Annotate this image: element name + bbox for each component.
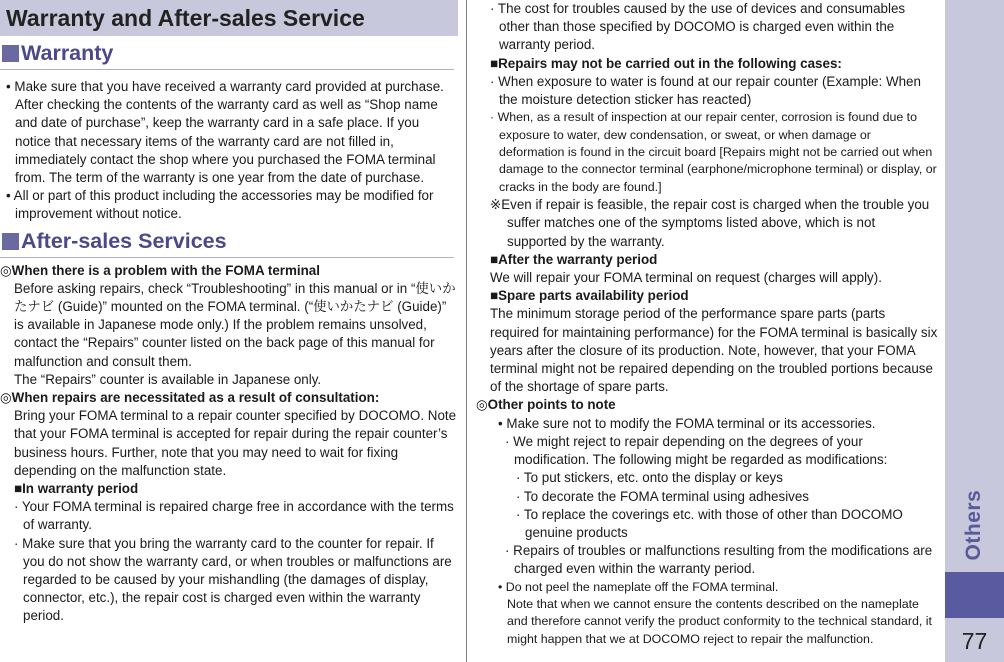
modification-item: · We might reject to repair depending on the degrees of your modification. The following might be regarded as modifications: bbox=[505, 433, 888, 468]
square-bullet-icon bbox=[2, 233, 19, 250]
spare-parts-body: The minimum storage period of the performance spare parts (parts required for maintaining performance) for the FOMA terminal is basically six years after the closure of its production. Note, however, that your FOMA terminal might not be repaired depending on the troubled portions because of the shortage of spare parts. bbox=[490, 306, 938, 395]
in-warranty-item: · Your FOMA terminal is repaired charge free in accordance with the terms of warranty. bbox=[14, 499, 454, 533]
tab-label: Others bbox=[961, 489, 985, 561]
modification-example: · To put stickers, etc. onto the display or keys bbox=[516, 470, 783, 486]
left-column bbox=[0, 0, 458, 626]
not-carried-note: ※Even if repair is feasible, the repair cost is charged when the trouble you suffer matches one of the symptoms listed above, which is not supported by the warranty. bbox=[490, 197, 930, 249]
after-warranty-title: ■After the warranty period bbox=[490, 251, 658, 267]
warranty-bullet: • All or part of this product including the accessories may be modified for improvement without notice. bbox=[6, 188, 434, 222]
warranty-heading: Warranty bbox=[0, 38, 454, 70]
other-points-title: ◎Other points to note bbox=[476, 397, 616, 413]
warranty-cost-item: · The cost for troubles caused by the use of devices and consumables other than those specified by DOCOMO is charged even within the warranty period. bbox=[490, 1, 906, 53]
in-warranty-title: ■In warranty period bbox=[14, 481, 139, 497]
after-warranty-body: We will repair your FOMA terminal on request (charges will apply). bbox=[490, 270, 882, 286]
nameplate-body: Note that when we cannot ensure the contents described on the nameplate and therefore cannot verify the product conformity to the technical standard, it might happen that we at DOCOMO reject to repair the malfunction. bbox=[507, 596, 932, 646]
warranty-body bbox=[0, 78, 458, 224]
problem-body-2: The “Repairs” counter is available in Japanese only. bbox=[14, 371, 322, 387]
page-title: Warranty and After-sales Service bbox=[0, 0, 458, 36]
after-sales-body bbox=[0, 262, 458, 626]
page-number: 77 bbox=[961, 628, 988, 654]
modification-example: · To replace the coverings etc. with those of other than DOCOMO genuine products bbox=[516, 506, 903, 540]
section-side-tab bbox=[945, 0, 1004, 662]
repairs-body: Bring your FOMA terminal to a repair counter specified by DOCOMO. Note that your FOMA terminal is accepted for repair during the repair counter’s business hours. Further, note that you may need to wait for fixing depending on the malfunction state. bbox=[14, 408, 457, 478]
problem-title: ◎When there is a problem with the FOMA terminal bbox=[0, 262, 320, 278]
not-carried-title: ■Repairs may not be carried out in the following cases: bbox=[490, 55, 842, 71]
repairs-title: ◎When repairs are necessitated as a result of consultation: bbox=[0, 390, 380, 406]
in-warranty-item: · Make sure that you bring the warranty card to the counter for repair. If you do not show the warranty card, or when troubles or malfunctions are regarded to be caused by your mishandling (the damages of display, connector, etc.), the repair cost is charged even within the warranty period. bbox=[14, 535, 452, 624]
not-carried-item: · When exposure to water is found at our repair counter (Example: When the moisture detection sticker has reacted) bbox=[490, 73, 921, 108]
problem-body: Before asking repairs, check “Troubleshooting” in this manual or in “使いかたナビ (Guide)” mounted on the FOMA terminal. (“使いかたナビ (Guide)” is available in Japanese mode only.) If the problem remains unsolved, contact the “Repairs” counter listed on the back page of this manual for malfunction and consult them. bbox=[14, 280, 456, 369]
column-divider bbox=[466, 0, 467, 662]
warranty-bullet: • Make sure that you have received a warranty card provided at purchase. After checking the contents of the warranty card as well as “Shop name and date of purchase”, keep the warranty card in a safe place. If you notice that necessary items of the warranty card are not filled in, immediately contact the shop where you purchased the FOMA terminal from. The term of the warranty is one year from the date of purchase. bbox=[6, 79, 444, 186]
modification-example: · To decorate the FOMA terminal using adhesives bbox=[516, 488, 810, 504]
after-sales-heading: After-sales Services bbox=[0, 226, 454, 258]
spare-parts-title: ■Spare parts availability period bbox=[490, 288, 689, 304]
not-carried-item: · When, as a result of inspection at our repair center, corrosion is found due to exposure to water, dew condensation, or sweat, or when damage or deformation is found in the circuit board [Repairs might not be carried out when damage to the connector terminal (earphone/microphone terminal) or display, or cracks in the body are found.] bbox=[490, 110, 937, 194]
right-column bbox=[476, 0, 938, 648]
modification-item: · Repairs of troubles or malfunctions resulting from the modifications are charged even within the warranty period. bbox=[505, 543, 933, 577]
tab-marker bbox=[945, 572, 1004, 618]
square-bullet-icon bbox=[2, 45, 19, 62]
nameplate-bullet: • Do not peel the nameplate off the FOMA terminal. bbox=[498, 579, 779, 594]
other-points-bullet: • Make sure not to modify the FOMA terminal or its accessories. bbox=[498, 415, 876, 431]
